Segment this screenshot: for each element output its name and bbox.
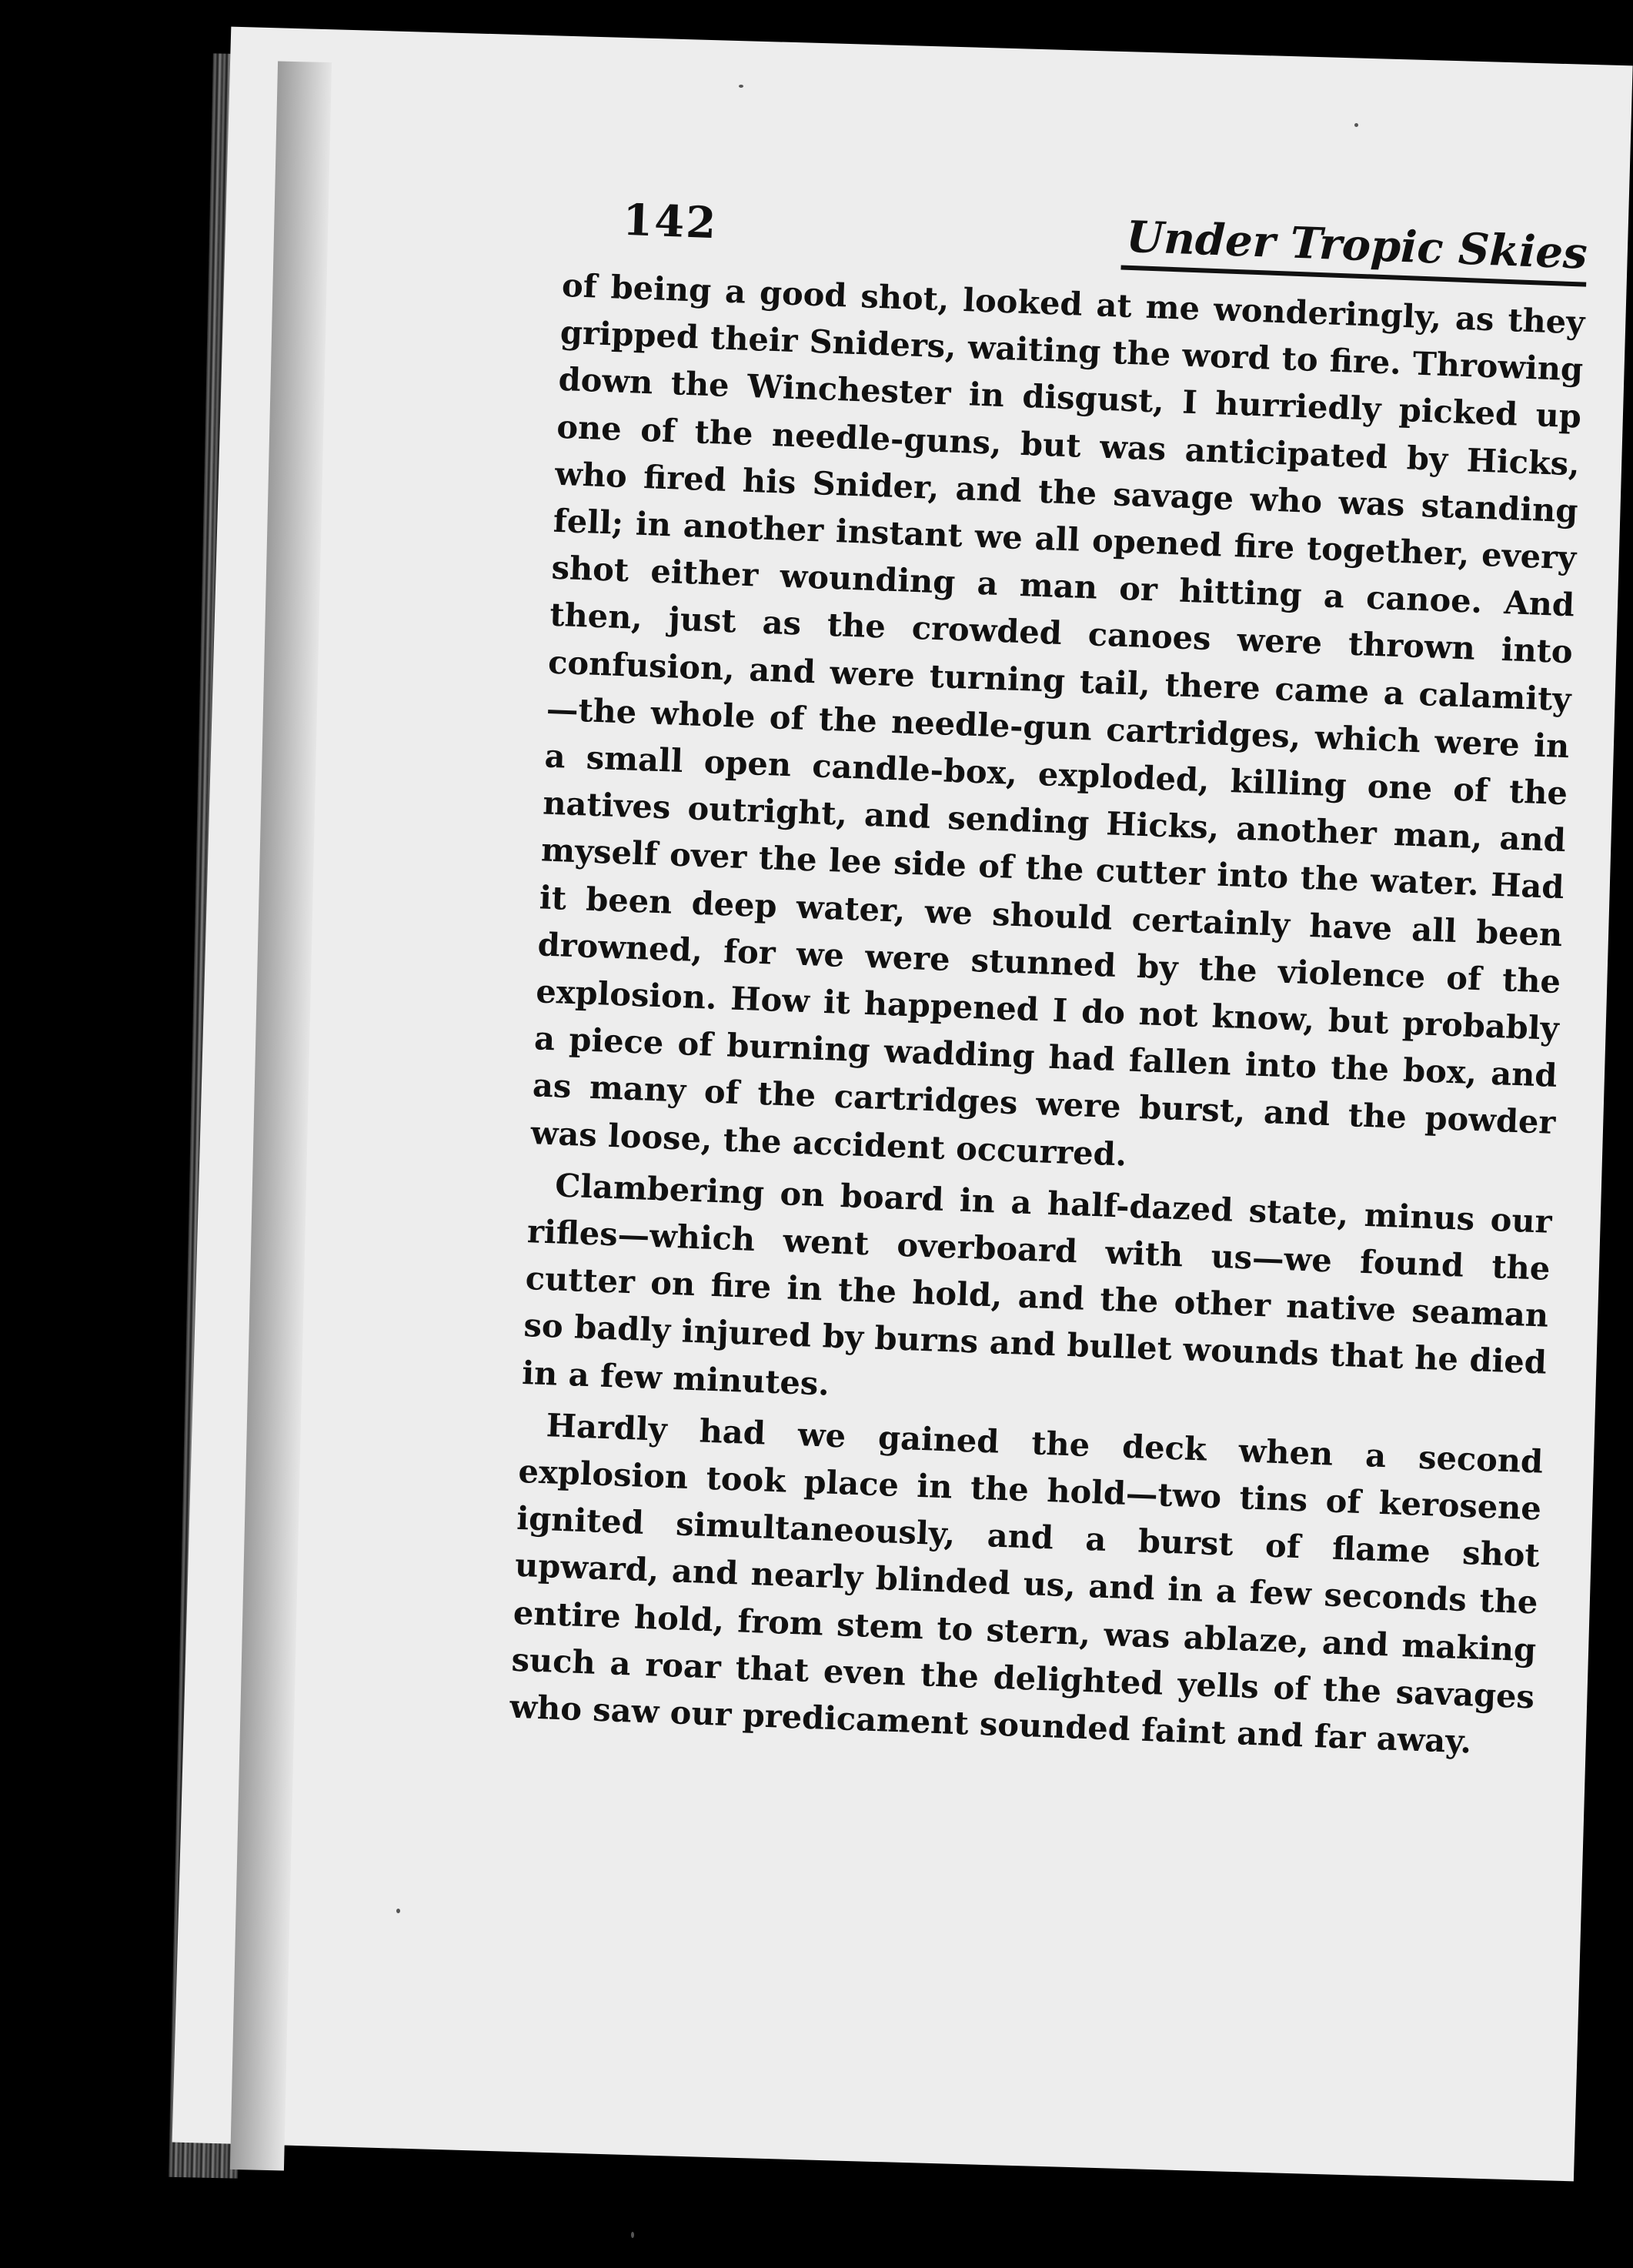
paragraph-3: Hardly had we gained the deck when a second explosion took place in the hold—two tins of kerosene ignited simultaneously, and a burst of flame shot upward, and nearly blinded us, and in a few seconds the entire hold, from stem to stern, was ablaze, and making such a roar that even the delighted yells of the savages who saw our predicament sounded faint and far away.	[509, 1406, 1544, 1761]
dust-speck	[739, 85, 743, 88]
paragraph-2: Clambering on board in a half-dazed state, minus our rifles—which went overboard with us—we found the cutter on fire in the hold, and the other native seaman so badly injured by burns and bullet wounds that he died in a few minutes.	[521, 1166, 1553, 1403]
running-title: Under Tropic Skies	[1120, 212, 1588, 287]
dust-speck	[1354, 123, 1358, 127]
page-number: 142	[622, 194, 719, 249]
page-text-block	[509, 185, 1588, 1768]
dust-speck	[396, 1909, 400, 1913]
dust-speck	[631, 2232, 634, 2238]
paragraph-1: of being a good shot, looked at me wonderingly, as they gripped their Sniders, waiting the word to fire. Throwing down the Winchester in disgust, I hurriedly picked up one of the needle-guns, but was anticipated by Hicks, who fired his Snider, and the savage who was standing fell; in another instant we all opened fire together, every shot either wounding a man or hitting a canoe. And then, just as the crowded canoes were thrown into confusion, and were turning tail, there came a calamity —the whole of the needle-gun cartridges, which were in a small open candle-box, exploded, killing one of the natives outright, and sending Hicks, another man, and myself over the lee side of the cutter into the water. Had it been deep water, we should certainly have all been drowned, for we were stunned by the violence of the explosion. How it happened I do not know, but probably a piece of burning wadding had fallen into the box, and as many of the cartridges were burst, and the powder was loose, the accident occurred.	[529, 266, 1586, 1174]
